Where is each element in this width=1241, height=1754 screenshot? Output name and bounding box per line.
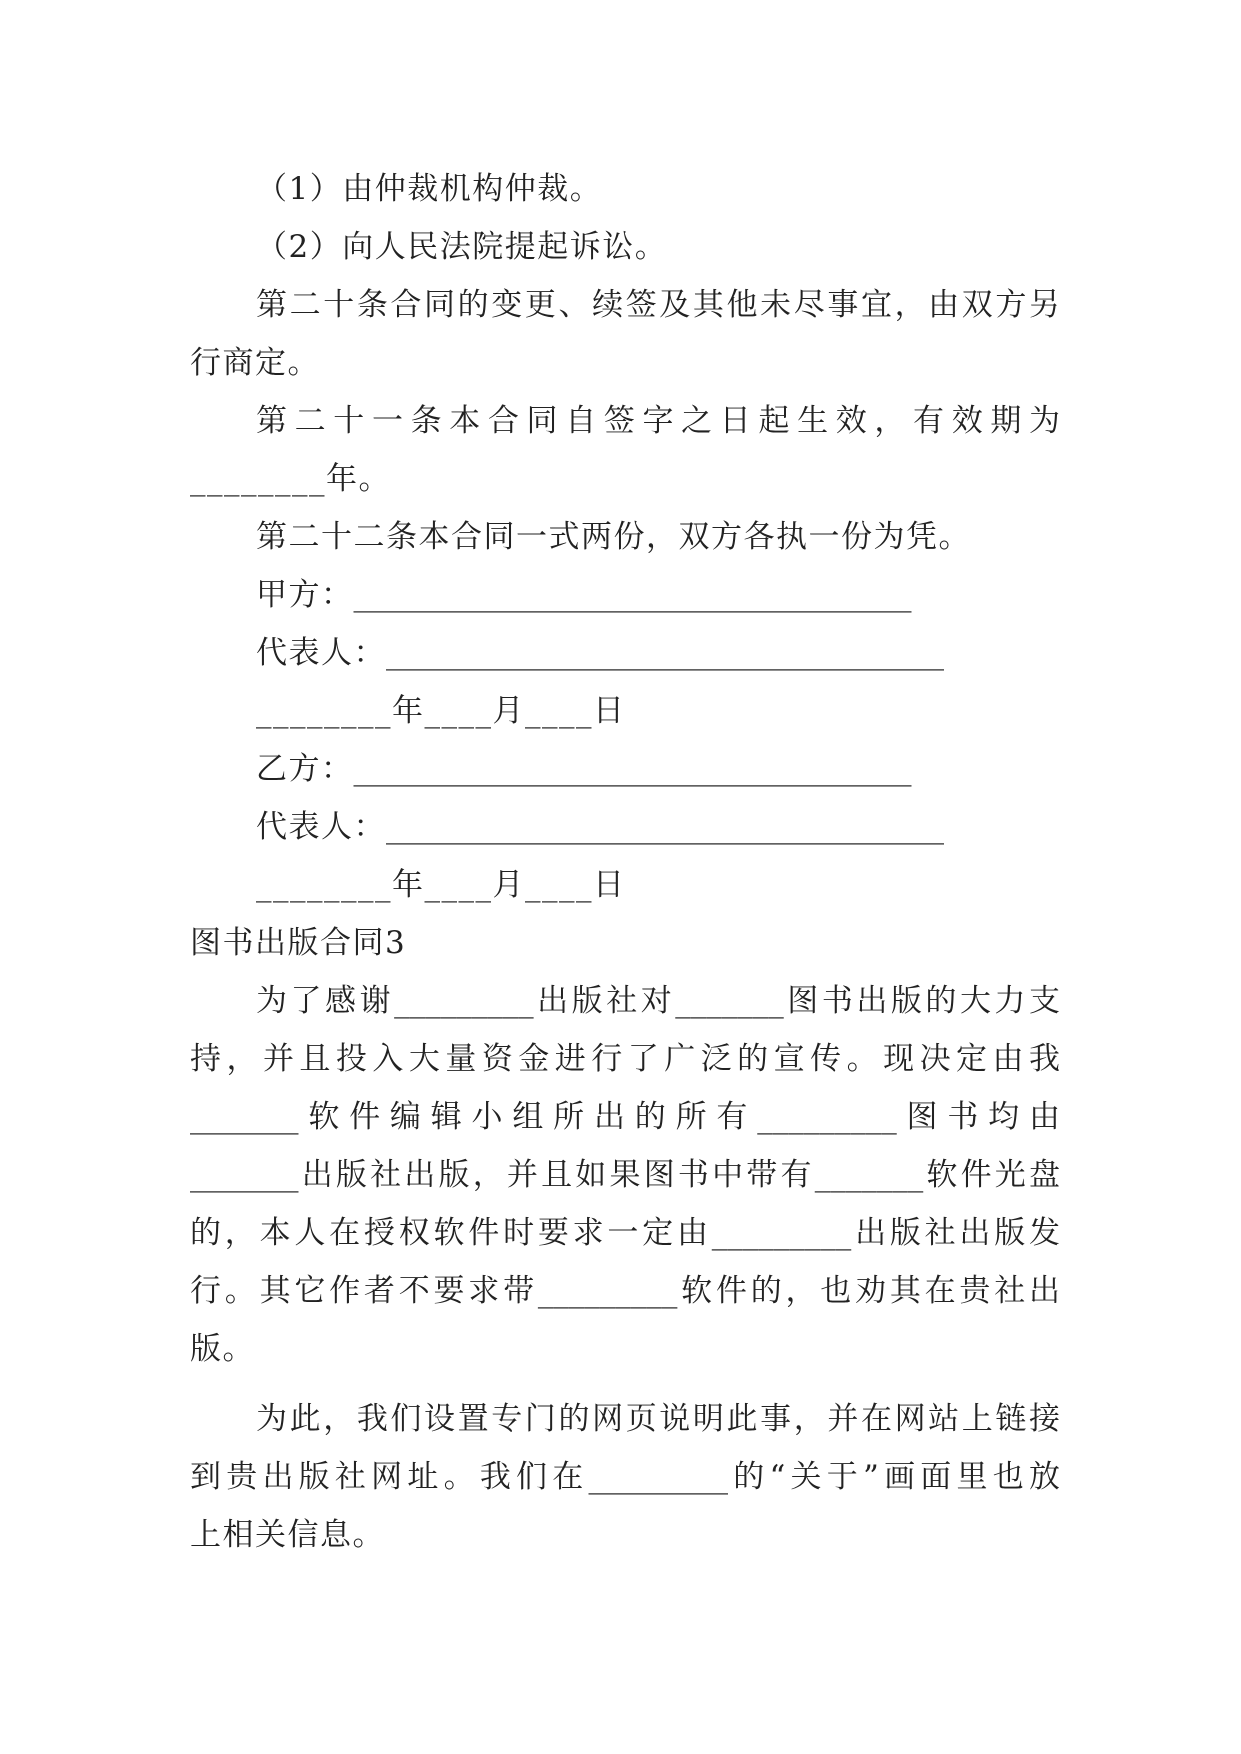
party-a-label: 甲方： xyxy=(256,577,354,613)
party-a-line xyxy=(190,566,1060,624)
para1-line-3: _______软件编辑小组所出的所有_________图书均由 xyxy=(190,1099,1060,1135)
clause-21-line-1: 第二十一条本合同自签字之日起生效，有效期为 xyxy=(256,403,1060,439)
party-a-date: ________年____月____日 xyxy=(256,693,626,729)
clause-21-line-2: ________年。 xyxy=(190,461,391,497)
para1-line-2: 持，并且投入大量资金进行了广泛的宣传。现决定由我 xyxy=(190,1041,1060,1077)
party-b-rep-line xyxy=(190,798,1060,856)
clause-item-2: （2）向人民法院提起诉讼。 xyxy=(256,229,668,265)
party-b-label: 乙方： xyxy=(256,751,354,787)
para1-line-6: 行。其它作者不要求带_________软件的，也劝其在贵社出 xyxy=(190,1273,1060,1309)
clause-20-line-1: 第二十条合同的变更、续签及其他未尽事宜，由双方另 xyxy=(256,287,1060,323)
clause-item-1: （1）由仲裁机构仲裁。 xyxy=(256,171,603,207)
para1-line-1: 为了感谢_________出版社对_______图书出版的大力支 xyxy=(256,983,1060,1019)
party-b-rep-label: 代表人： xyxy=(256,809,386,845)
para2-line-1: 为此，我们设置专门的网页说明此事，并在网站上链接 xyxy=(256,1401,1060,1437)
para1-line-4: _______出版社出版，并且如果图书中带有_______软件光盘 xyxy=(190,1157,1060,1193)
document-body xyxy=(190,160,1060,1564)
party-a-rep-label: 代表人： xyxy=(256,635,386,671)
party-b-date: ________年____月____日 xyxy=(256,867,626,903)
para2-line-3: 上相关信息。 xyxy=(190,1517,385,1553)
paragraph-gap xyxy=(190,1378,1060,1390)
para1-line-5: 的，本人在授权软件时要求一定由_________出版社出版发 xyxy=(190,1215,1060,1251)
clause-20-line-2: 行商定。 xyxy=(190,345,320,381)
party-b-line xyxy=(190,740,1060,798)
party-a-blank: ____________________________________ xyxy=(353,577,912,613)
party-b-blank: ____________________________________ xyxy=(353,751,912,787)
party-b-rep-blank: ____________________________________ xyxy=(386,809,944,845)
clause-22: 第二十二条本合同一式两份，双方各执一份为凭。 xyxy=(256,519,971,555)
party-a-rep-blank: ____________________________________ xyxy=(386,635,944,671)
para1-line-7: 版。 xyxy=(190,1331,255,1367)
para2-line-2: 到贵出版社网址。我们在_________的“关于”画面里也放 xyxy=(190,1459,1060,1495)
party-a-rep-line xyxy=(190,624,1060,682)
section-title: 图书出版合同3 xyxy=(190,925,407,961)
